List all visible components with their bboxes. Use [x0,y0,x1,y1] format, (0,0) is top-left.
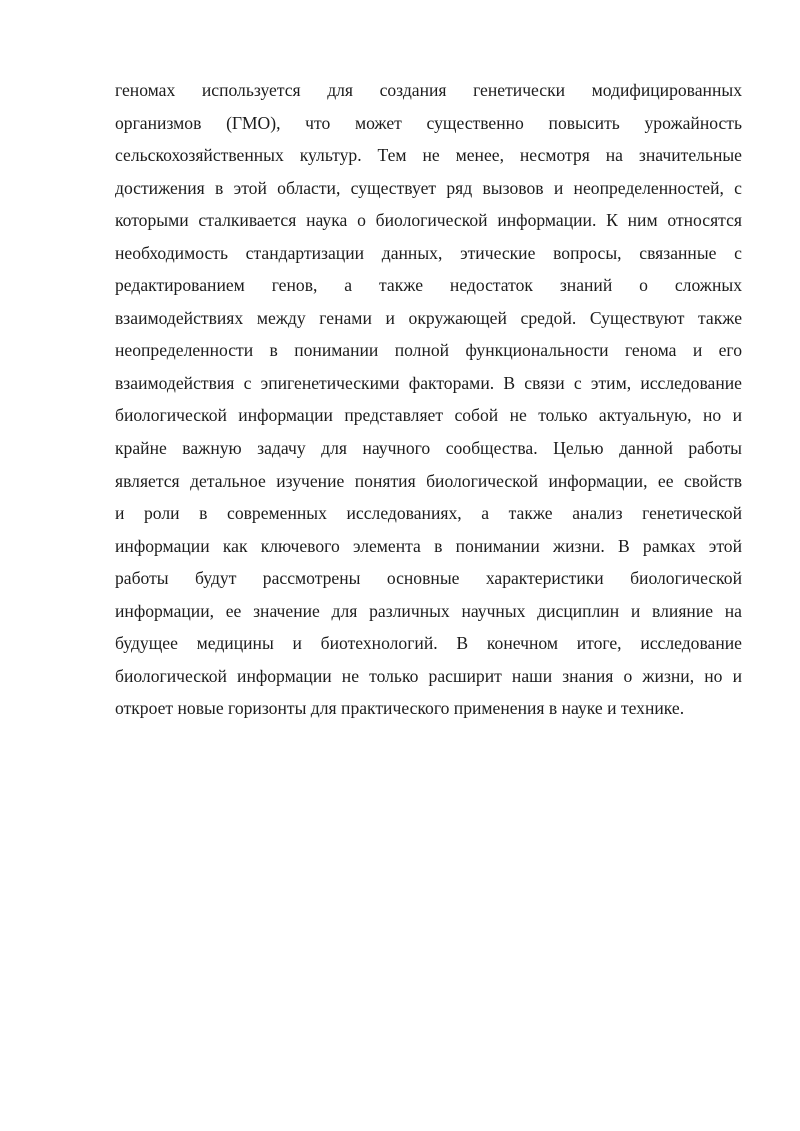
paragraph-line: работы будут рассмотрены основные характеристики биологической [115,568,742,589]
paragraph-line: неопределенности в понимании полной функциональности генома и его [115,340,742,361]
paragraph-line: биологической информации не только расширит наши знания о жизни, но и [115,665,742,686]
paragraph-line: которыми сталкивается наука о биологической информации. К ним относятся [115,210,742,231]
paragraph-line: является детальное изучение понятия биологической информации, ее свойств [115,470,742,491]
paragraph-line: и роли в современных исследованиях, а также анализ генетической [115,503,742,524]
paragraph-line: биологической информации представляет собой не только актуальную, но и [115,405,742,426]
paragraph-line: редактированием генов, а также недостаток знаний о сложных [115,275,742,296]
paragraph-line: достижения в этой области, существует ряд вызовов и неопределенностей, с [115,177,742,198]
paragraph-line: откроет новые горизонты для практического применения в науке и технике. [115,698,685,719]
paragraph-line: сельскохозяйственных культур. Тем не менее, несмотря на значительные [115,145,742,166]
paragraph-line: необходимость стандартизации данных, этические вопросы, связанные с [115,242,742,263]
paragraph-line: взаимодействиях между генами и окружающей средой. Существуют также [115,307,742,328]
paragraph-line: организмов (ГМО), что может существенно повысить урожайность [115,112,742,133]
paragraph-line: взаимодействия с эпигенетическими факторами. В связи с этим, исследование [115,372,742,393]
paragraph-line: геномах используется для создания генетически модифицированных [115,80,742,100]
paragraph-line: крайне важную задачу для научного сообщества. Целью данной работы [115,438,742,459]
body-paragraph [115,74,742,725]
paragraph-line: информации как ключевого элемента в понимании жизни. В рамках этой [115,535,742,556]
paragraph-line: будущее медицины и биотехнологий. В конечном итоге, исследование [115,633,742,654]
paragraph-line: информации, ее значение для различных научных дисциплин и влияние на [115,600,742,621]
